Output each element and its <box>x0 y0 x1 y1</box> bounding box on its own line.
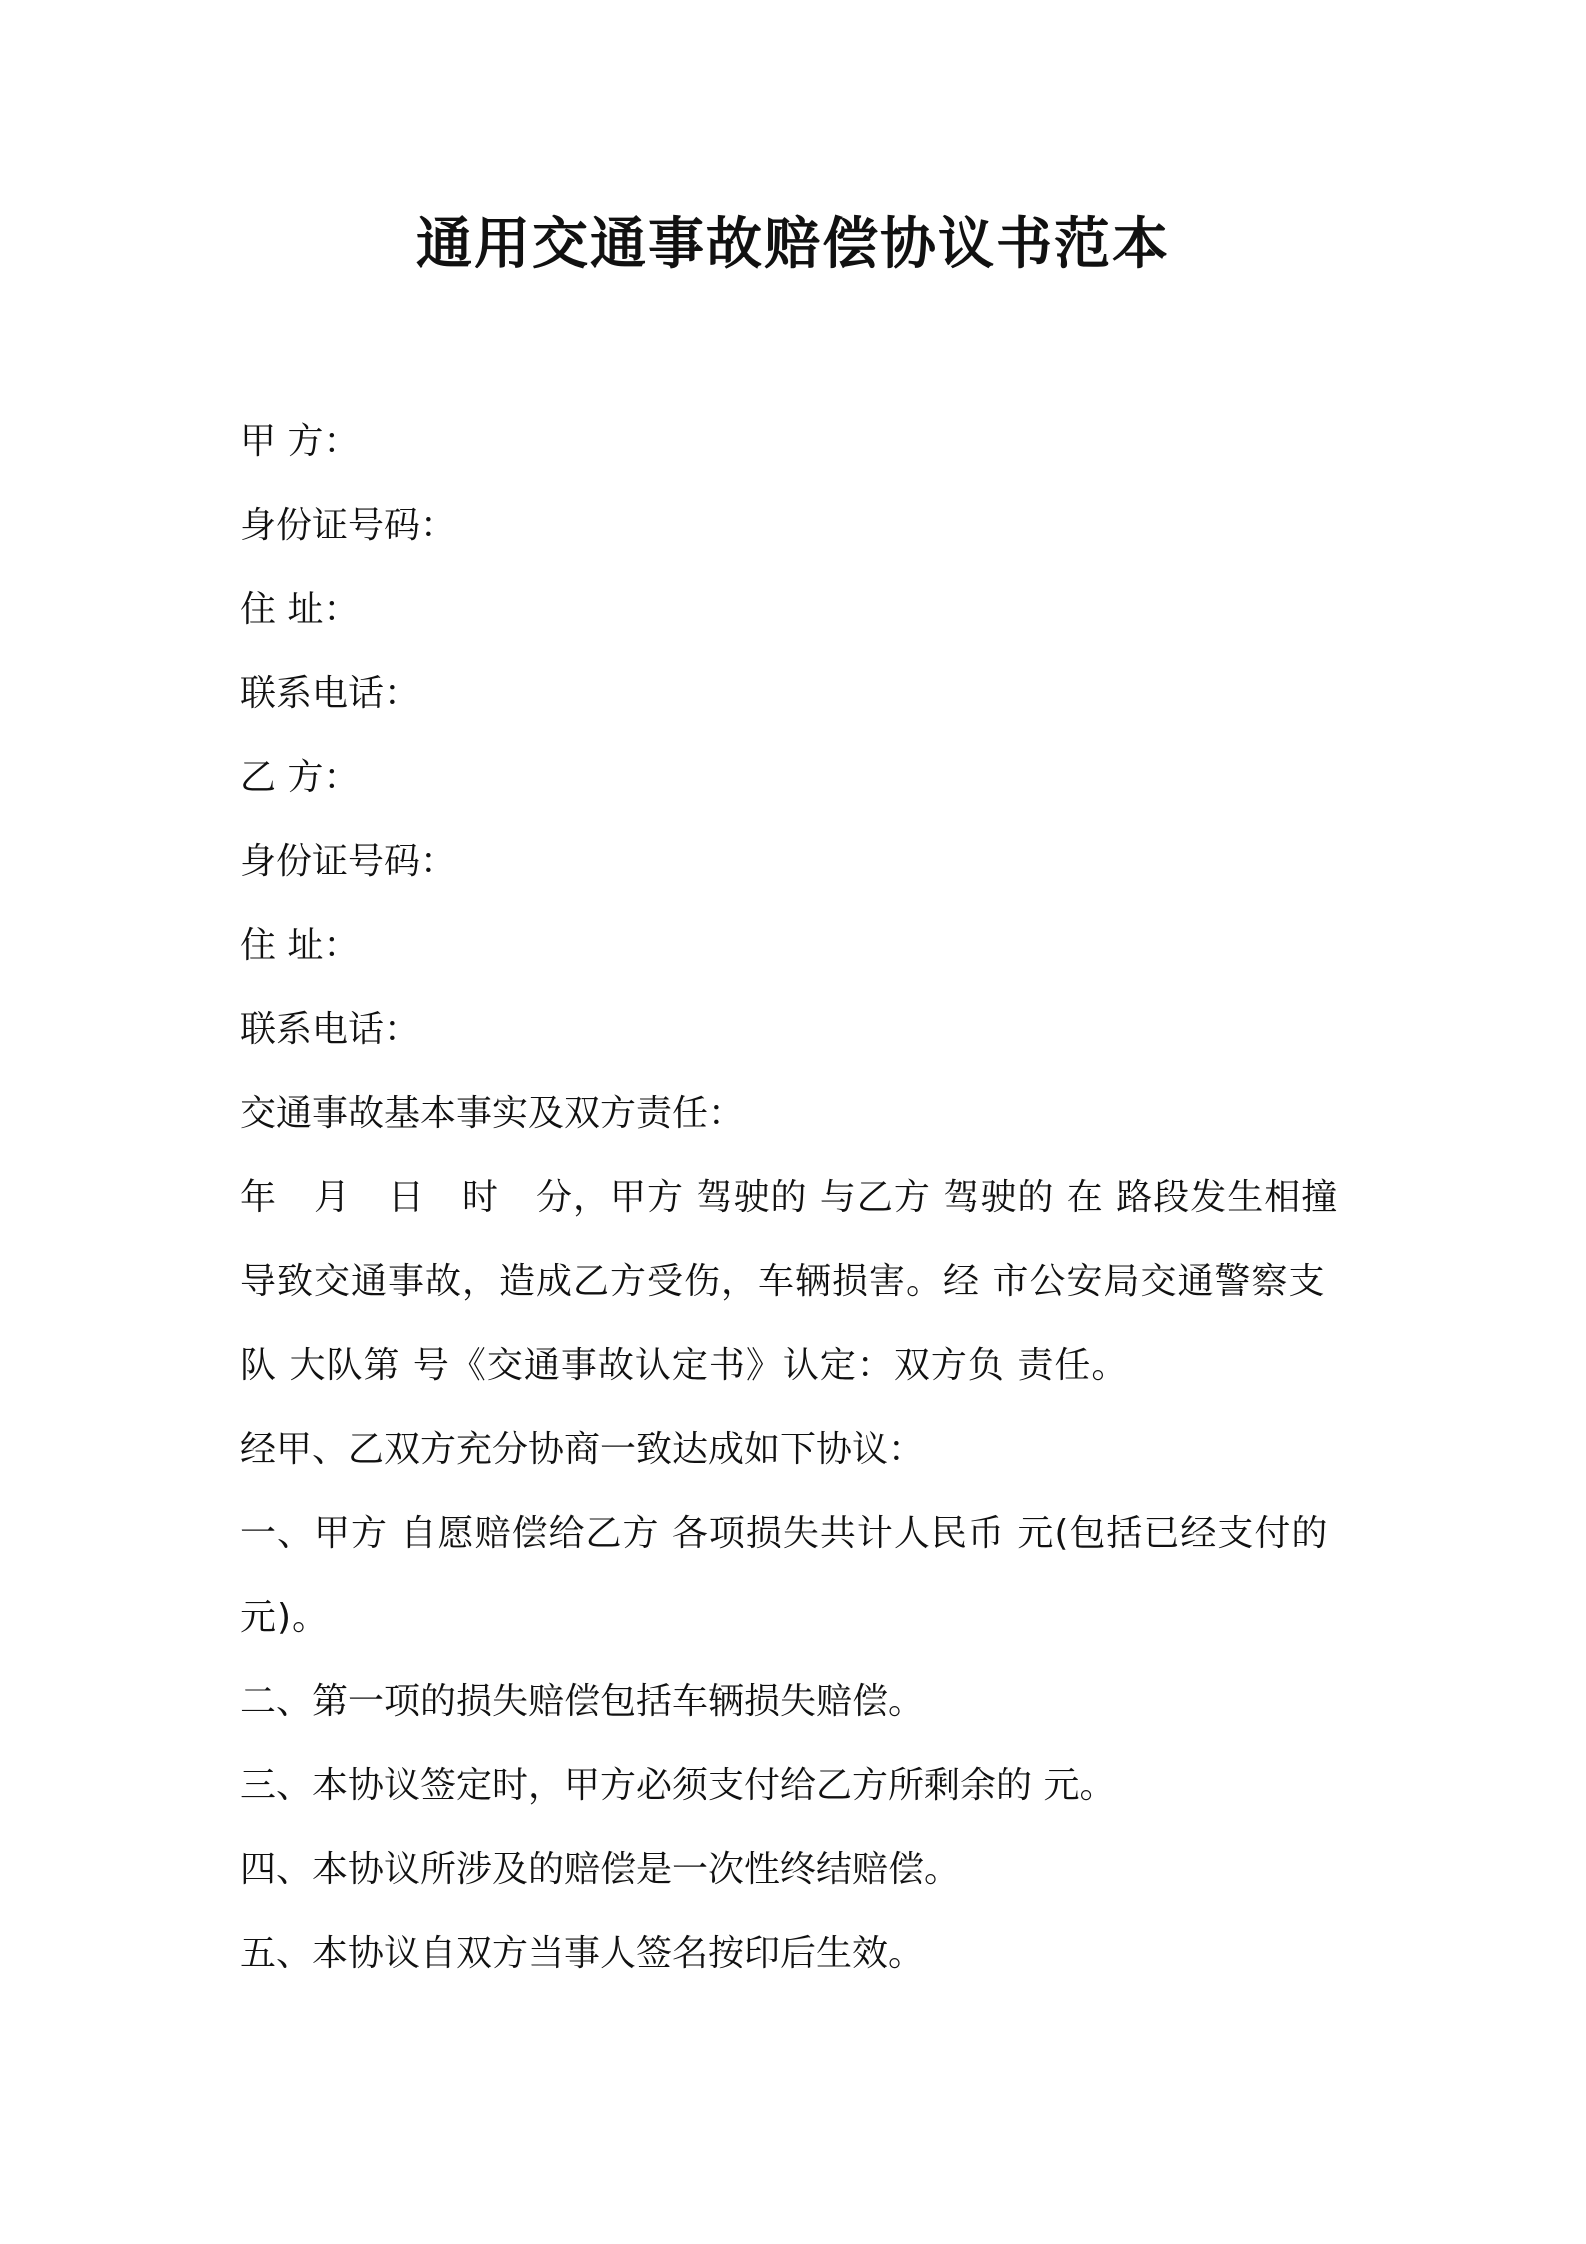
party-b-phone-label: 联系电话： <box>240 1009 421 1050</box>
party-a-phone-label: 联系电话： <box>240 673 421 714</box>
page-title: 通用交通事故赔偿协议书范本 <box>416 212 1170 277</box>
party-a-id-label: 身份证号码： <box>240 505 457 546</box>
party-b-id-label: 身份证号码： <box>240 841 457 882</box>
party-a-name-label: 甲 方： <box>240 421 360 462</box>
facts-paragraph: 年 月 日 时 分，甲方 驾驶的 与乙方 驾驶的 在 路段发生相撞导致交通事故，造成乙方受伤，车辆损害。经 市公安局交通警察支队 大队第 号《交通事故认定书》认定：双方负 责任。 <box>240 1177 1339 1386</box>
facts-heading: 交通事故基本事实及双方责任： <box>240 1093 745 1134</box>
document-body <box>240 400 1360 1996</box>
party-b-name-label: 乙 方： <box>240 757 360 798</box>
clause-2: 二、第一项的损失赔偿包括车辆损失赔偿。 <box>240 1681 925 1722</box>
party-a-address-label: 住 址： <box>240 589 360 630</box>
clause-3: 三、本协议签定时，甲方必须支付给乙方所剩余的 元。 <box>240 1765 1116 1806</box>
clause-5: 五、本协议自双方当事人签名按印后生效。 <box>240 1933 925 1974</box>
party-b-address-label: 住 址： <box>240 925 360 966</box>
clause-1: 一、甲方 自愿赔偿给乙方 各项损失共计人民币 元(包括已经支付的 元)。 <box>240 1513 1329 1638</box>
clause-4: 四、本协议所涉及的赔偿是一次性终结赔偿。 <box>240 1849 961 1890</box>
agreement-intro: 经甲、乙双方充分协商一致达成如下协议： <box>240 1429 925 1470</box>
